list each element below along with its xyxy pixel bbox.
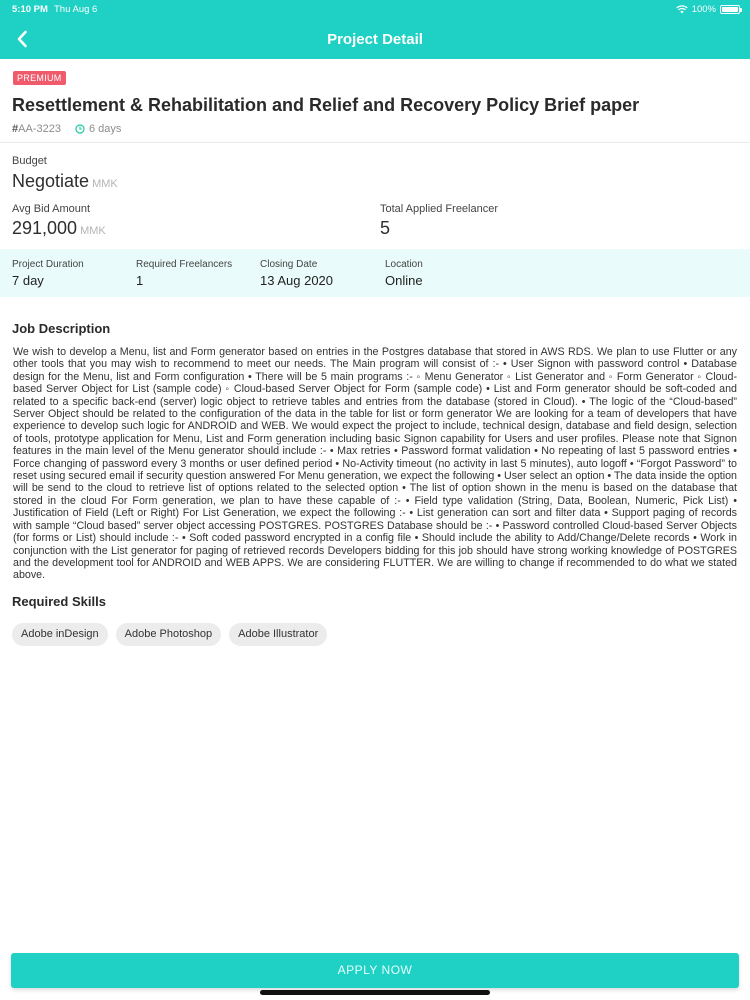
- status-time: 5:10 PM: [12, 4, 48, 15]
- divider: [0, 142, 750, 143]
- required-skills-title: Required Skills: [12, 594, 106, 609]
- info-label: Required Freelancers: [136, 259, 233, 270]
- info-value: 7 day: [12, 273, 44, 288]
- wifi-icon: [676, 5, 688, 14]
- project-id: AA-3223: [18, 123, 61, 135]
- total-applied-label: Total Applied Freelancer: [380, 203, 499, 215]
- premium-badge: PREMIUM: [13, 71, 66, 85]
- info-value: 13 Aug 2020: [260, 273, 334, 288]
- info-closing-date: [260, 259, 333, 290]
- apply-now-button[interactable]: APPLY NOW: [11, 953, 739, 988]
- skill-chip[interactable]: Adobe inDesign: [12, 623, 108, 646]
- budget-unit: MMK: [92, 178, 118, 190]
- status-right: [676, 4, 740, 15]
- avg-bid-unit: MMK: [80, 225, 106, 237]
- total-applied-block: [380, 203, 498, 239]
- status-date: Thu Aug 6: [54, 4, 98, 15]
- info-value: 1: [136, 273, 144, 288]
- project-age: 6 days: [88, 123, 122, 135]
- project-info-band: [0, 249, 750, 297]
- info-value: Online: [385, 273, 423, 288]
- home-indicator: [260, 990, 490, 995]
- battery-icon: [720, 5, 740, 14]
- budget-label: Budget: [12, 155, 47, 167]
- avg-bid-value: 291,000: [12, 218, 78, 238]
- page-title: Project Detail: [327, 31, 423, 48]
- job-description-title: Job Description: [12, 321, 111, 336]
- info-duration: [12, 259, 84, 290]
- hash-icon: #: [12, 123, 19, 135]
- info-location: [385, 259, 423, 290]
- skill-chip[interactable]: Adobe Photoshop: [116, 623, 221, 646]
- avg-bid-block: [12, 203, 106, 239]
- avg-bid-label: Avg Bid Amount: [12, 203, 91, 215]
- job-description-text: We wish to develop a Menu, list and Form generator based on entries in the Postgres database that stored in AWS RDS. We plan to use Flutter or any other tools that you may wish to recommend to meet our needs. The Main program will consist of :- • User Signon with password control • Database design for the Menu, list and Form configuration • There will be 5 main programs :- ◦ Menu Generator ◦ List Generator and ◦ Form Generator ◦ Cloud-based Server Object for List (sample code) ◦ Cloud-based Server Object for Form (sample code) • List and Form generator should be soft-coded and related to a specific back-end (server) logic object to retrieve tables and entries from the database (stored in Cloud). • The logic of the “Cloud-based” Server Object should be related to the configuration of the data in the table for list or form generator We are looking for a team of developers that have experience to develop such logic for ANDROID and WEB. We would expect the project to include, technical design, database and field design, selection of tools, prototype application for Menu, List and Form generation including basic Signon capability for Users and user profiles. Please note that Signon features in the main level of the Menu generator should include :- • Max retries • Password format validation • No repeating of last 5 password entries • Force changing of password every 3 months or user defined period • No-Activity timeout (no activity in last 5 minutes), auto logoff • “Forgot Password” to reset using secured email if security question answered For Menu generation, we expect the following • User select an option • The data inside the option will be send to the cloud to retrieve list of options related to the selected option • The list of option shown in the menu is based on the database that stored in the cloud For Form generation, we plan to have these capable of :- • Field type validation (String, Data, Boolean, Numeric, Pick List) • Justification of Field (Left or Right) For List Generation, we expect the following :- • List generation can sort and filter data • Support paging of records with sample “Cloud based” server object accessing POSTGRES. POSTGRES Database should be :- • Password controlled Cloud-based Server Objects (for forms or List) should include :- • Soft coded password encrypted in a config file • Should include the ability to Add/Change/Delete records • Work in conjunction with the List generator for paging of retrieved records Developers bidding for this job should have strong working knowledge of POSTGRES and the development tool for ANDROID and WEB APPS. We are considering FLUTTER. We are willing to change if recommended to do what we stated above.: [13, 346, 737, 582]
- battery-percent: 100%: [691, 4, 716, 15]
- project-meta: [12, 123, 121, 135]
- skill-chip[interactable]: Adobe Illustrator: [229, 623, 327, 646]
- budget-value: Negotiate: [12, 171, 90, 191]
- skills-list: [12, 623, 327, 646]
- info-label: Project Duration: [12, 259, 84, 270]
- total-applied-value: 5: [380, 218, 391, 238]
- clock-icon: [75, 124, 85, 134]
- top-bar: [0, 0, 750, 59]
- info-required-freelancers: [136, 259, 232, 290]
- info-label: Location: [385, 259, 423, 270]
- info-label: Closing Date: [260, 259, 318, 270]
- status-bar: [0, 0, 750, 18]
- budget-block: [12, 155, 118, 192]
- project-title: Resettlement & Rehabilitation and Relief and Recovery Policy Brief paper: [12, 95, 640, 115]
